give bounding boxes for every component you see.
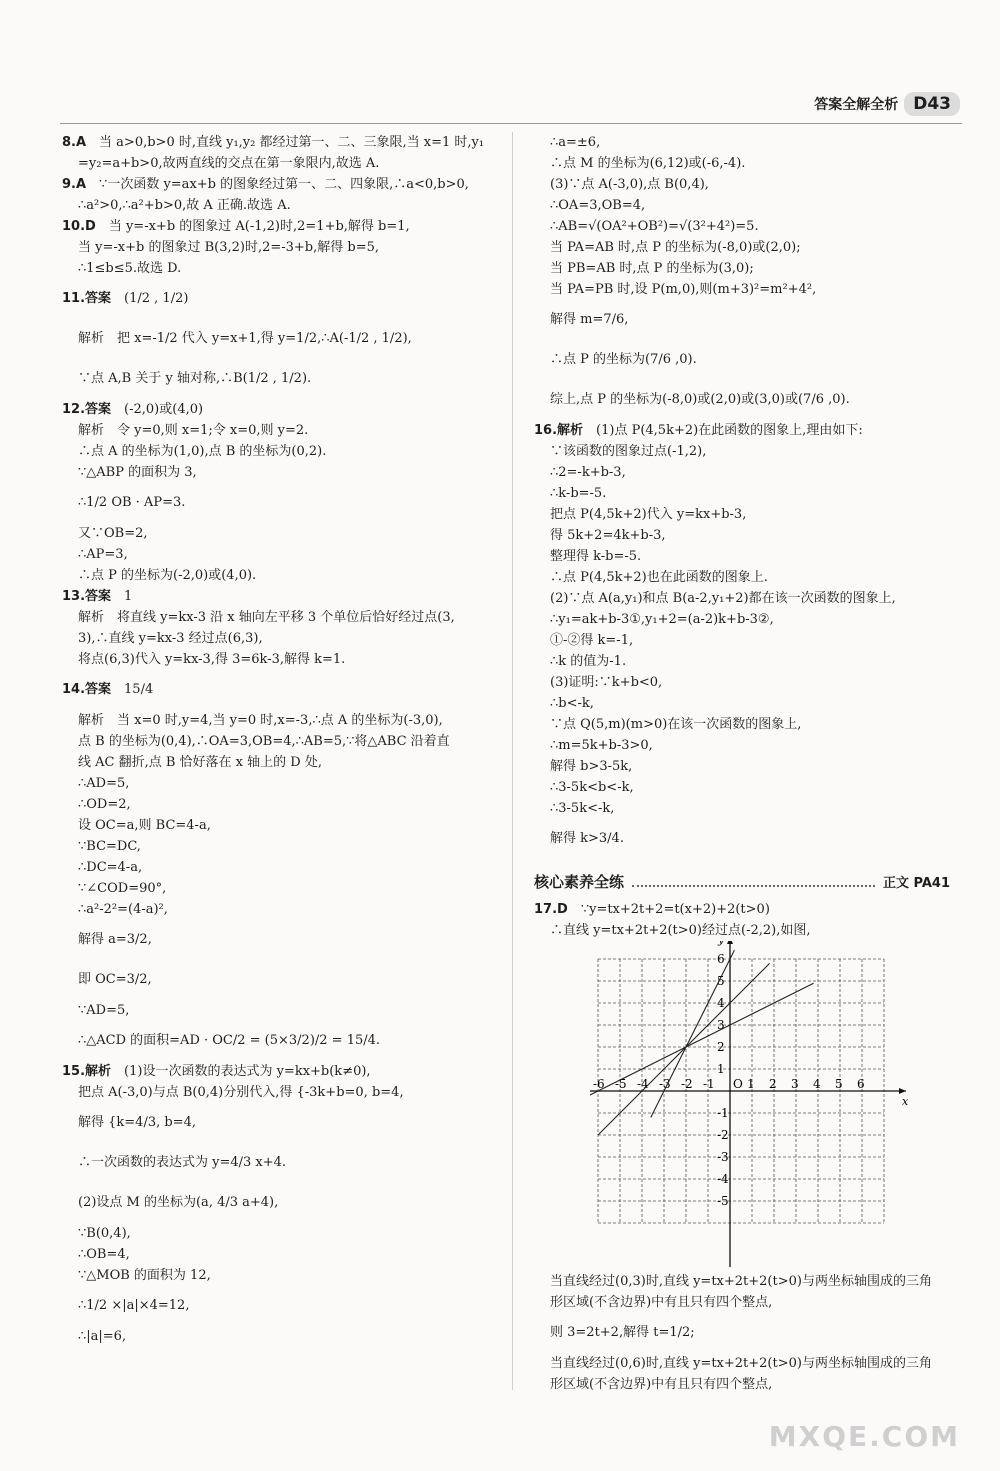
- text-line: ∵点 A,B 关于 y 轴对称,∴B(1/2 , 1/2).: [78, 371, 312, 386]
- item-label: 17.D: [534, 902, 581, 917]
- header-rule: [60, 123, 962, 124]
- item-label: 14.答案: [62, 682, 125, 697]
- y-tick-label: 4: [717, 996, 725, 1010]
- item-text: (1)点 P(4,5k+2)在此函数的图象上,理由如下:: [596, 423, 863, 438]
- text-line: ∴点 P 的坐标为(-2,0)或(4,0).: [78, 568, 257, 583]
- text-line: ∴OB=4,: [78, 1247, 130, 1262]
- text-line: =y₂=a+b>0,故两直线的交点在第一象限内,故选 A.: [78, 156, 380, 171]
- text-line: [534, 420, 950, 441]
- x-tick-label: 6: [857, 1077, 865, 1091]
- text-line: 把点 P(4,5k+2)代入 y=kx+b-3,: [550, 507, 747, 522]
- text-line: ∴AB=√(OA²+OB²)=√(3²+4²)=5.: [550, 219, 759, 234]
- text-line: ①-②得 k=-1,: [550, 633, 634, 648]
- item-text: (-2,0)或(4,0): [124, 402, 204, 417]
- section-title: 核心素养全练: [534, 872, 625, 891]
- column-divider: [512, 132, 513, 1390]
- section-ref: 正文 PA41: [882, 875, 950, 891]
- line-t-one: [598, 963, 770, 1135]
- section-dots: [632, 875, 875, 887]
- text-line: ∵BC=DC,: [78, 839, 141, 854]
- y-arrow: [727, 941, 733, 944]
- x-tick-label: 4: [813, 1077, 821, 1091]
- text-line: ∴1/2 OB · AP=3.: [78, 495, 186, 510]
- y-tick-label: 6: [717, 952, 725, 966]
- text-line: 形区域(不含边界)中有且只有四个整点,: [550, 1377, 773, 1392]
- text-line: 把点 A(-3,0)与点 B(0,4)分别代入,得 {-3k+b=0, b=4,: [78, 1085, 404, 1100]
- item-label: 8.A: [62, 135, 100, 150]
- y-tick-label: -2: [717, 1128, 729, 1142]
- y-tick-label: 3: [717, 1018, 725, 1032]
- text-line: ∵点 Q(5,m)(m>0)在该一次函数的图象上,: [550, 717, 802, 732]
- x-tick-label: -2: [681, 1077, 693, 1091]
- left-column: [62, 132, 494, 1347]
- text-line: ∵AD=5,: [78, 1003, 130, 1018]
- text-line: ∴点 P(4,5k+2)也在此函数的图象上.: [550, 570, 768, 585]
- text-line: ∴OA=3,OB=4,: [550, 198, 646, 213]
- text-line: 解析 令 y=0,则 x=1;令 x=0,则 y=2.: [78, 423, 309, 438]
- text-line: ∴点 P 的坐标为(7/6 ,0).: [550, 352, 697, 367]
- text-line: ∴a=±6,: [550, 135, 601, 150]
- text-line: ∵△ABP 的面积为 3,: [78, 465, 197, 480]
- text-line: 线 AC 翻折,点 B 恰好落在 x 轴上的 D 处,: [78, 755, 322, 770]
- text-line: [62, 586, 494, 607]
- text-line: (3)证明:∵k+b<0,: [550, 675, 663, 690]
- text-line: ∴AD=5,: [78, 776, 130, 791]
- text-line: (2)∵点 A(a,y₁)和点 B(a-2,y₁+2)都在该一次函数的图象上,: [550, 591, 896, 606]
- text-line: 解析 当 x=0 时,y=4,当 y=0 时,x=-3,∴点 A 的坐标为(-3,0),: [78, 713, 443, 728]
- x-tick-label: -6: [593, 1077, 605, 1091]
- text-line: ∵该函数的图象过点(-1,2),: [550, 444, 707, 459]
- text-line: ∴b<-k,: [550, 696, 594, 711]
- text-line: [62, 174, 494, 195]
- x-tick-label: 2: [769, 1077, 777, 1091]
- text-line: (3)∵点 A(-3,0),点 B(0,4),: [550, 177, 709, 192]
- right-mid-text: [534, 899, 950, 941]
- text-line: 当 y=-x+b 的图象过 B(3,2)时,2=-3+b,解得 b=5,: [78, 240, 379, 255]
- text-line: 当直线经过(0,6)时,直线 y=tx+2t+2(t>0)与两坐标轴围成的三角: [550, 1356, 932, 1371]
- item-text: (1/2 , 1/2): [124, 291, 189, 306]
- item-label: 11.答案: [62, 291, 125, 306]
- text-line: 设 OC=a,则 BC=4-a,: [78, 818, 211, 833]
- text-line: 又∵OB=2,: [78, 526, 148, 541]
- text-line: ∴a²-2²=(4-a)²,: [78, 902, 168, 917]
- header-title: 答案全解全析: [814, 97, 899, 113]
- text-line: ∴点 M 的坐标为(6,12)或(-6,-4).: [550, 156, 746, 171]
- section-heading: [534, 869, 950, 893]
- text-line: ∴AP=3,: [78, 547, 128, 562]
- text-line: 即 OC=3/2,: [78, 972, 152, 987]
- text-line: 当直线经过(0,3)时,直线 y=tx+2t+2(t>0)与两坐标轴围成的三角: [550, 1274, 932, 1289]
- y-tick-label: 5: [717, 974, 725, 988]
- x-tick-label: 1: [747, 1077, 755, 1091]
- text-line: 当 PA=PB 时,设 P(m,0),则(m+3)²=m²+4²,: [550, 282, 817, 297]
- text-line: 形区域(不含边界)中有且只有四个整点,: [550, 1295, 773, 1310]
- item-text: (1)设一次函数的表达式为 y=kx+b(k≠0),: [124, 1064, 371, 1079]
- text-line: ∴k-b=-5.: [550, 486, 607, 501]
- text-line: 得 5k+2=4k+b-3,: [550, 528, 666, 543]
- text-line: [62, 1061, 494, 1082]
- x-tick-label: -5: [615, 1077, 627, 1091]
- y-tick-label: 2: [717, 1040, 725, 1054]
- x-axis-label: x: [902, 1095, 909, 1108]
- item-label: 10.D: [62, 219, 109, 234]
- text-line: ∴2=-k+b-3,: [550, 465, 626, 480]
- text-line: 解得 m=7/6,: [550, 312, 629, 327]
- text-line: 解得 {k=4/3, b=4,: [78, 1115, 196, 1130]
- graph-svg: [590, 941, 910, 1271]
- origin-label: O: [733, 1077, 743, 1091]
- page-header: [814, 92, 960, 116]
- text-line: 整理得 k-b=-5.: [550, 549, 642, 564]
- text-line: ∴直线 y=tx+2t+2(t>0)经过点(-2,2),如图,: [550, 923, 811, 938]
- text-line: 解析 把 x=-1/2 代入 y=x+1,得 y=1/2,∴A(-1/2 , 1/2),: [78, 331, 412, 346]
- text-line: 解得 a=3/2,: [78, 932, 152, 947]
- item-label: 9.A: [62, 177, 100, 192]
- page-badge: D43: [904, 92, 960, 116]
- item-label: 12.答案: [62, 402, 125, 417]
- text-line: [534, 899, 950, 920]
- text-line: ∴k 的值为-1.: [550, 654, 627, 669]
- text-line: [62, 279, 494, 319]
- right-bottom-text: [534, 1271, 950, 1395]
- item-text: 1: [124, 589, 133, 604]
- text-line: ∵∠COD=90°,: [78, 881, 167, 896]
- item-label: 13.答案: [62, 589, 125, 604]
- text-line: 点 B 的坐标为(0,4),∴OA=3,OB=4,∴AB=5,∵将△ABC 沿着直: [78, 734, 450, 749]
- y-axis-label: [717, 941, 725, 946]
- y-tick-label: -4: [717, 1172, 729, 1186]
- y-tick-label: 1: [717, 1062, 725, 1076]
- item-label: 15.解析: [62, 1064, 125, 1079]
- x-tick-label: -1: [703, 1077, 715, 1091]
- x-tick-label: 5: [835, 1077, 843, 1091]
- text-line: 当 PA=AB 时,点 P 的坐标为(-8,0)或(2,0);: [550, 240, 801, 255]
- text-line: 将点(6,3)代入 y=kx-3,得 3=6k-3,解得 k=1.: [78, 652, 346, 667]
- text-line: ∴3-5k<b<-k,: [550, 780, 634, 795]
- watermark: MXQE.COM: [768, 1420, 960, 1453]
- right-column: [534, 132, 950, 1395]
- y-tick-label: -5: [717, 1194, 729, 1208]
- text-line: ∵B(0,4),: [78, 1226, 131, 1241]
- text-line: 则 3=2t+2,解得 t=1/2;: [550, 1325, 695, 1340]
- item-text: 当 a>0,b>0 时,直线 y₁,y₂ 都经过第一、二、三象限,当 x=1 时,y₁: [99, 135, 485, 150]
- text-line: ∴3-5k<-k,: [550, 801, 615, 816]
- text-line: ∴1≤b≤5.故选 D.: [78, 261, 182, 276]
- text-line: ∵△MOB 的面积为 12,: [78, 1268, 211, 1283]
- y-tick-label: -3: [717, 1150, 729, 1164]
- text-line: 解析 将直线 y=kx-3 沿 x 轴向左平移 3 个单位后恰好经过点(3,: [78, 610, 455, 625]
- item-label: 16.解析: [534, 423, 597, 438]
- text-line: ∴m=5k+b-3>0,: [550, 738, 653, 753]
- text-line: 当 PB=AB 时,点 P 的坐标为(3,0);: [550, 261, 754, 276]
- item-text: 当 y=-x+b 的图象过 A(-1,2)时,2=1+b,解得 b=1,: [108, 219, 410, 234]
- x-tick-label: -4: [637, 1077, 649, 1091]
- text-line: ∴|a|=6,: [78, 1329, 127, 1344]
- x-arrow: [899, 1088, 906, 1094]
- text-line: ∴DC=4-a,: [78, 860, 143, 875]
- text-line: ∴点 A 的坐标为(1,0),点 B 的坐标为(0,2).: [78, 444, 327, 459]
- coordinate-graph: [590, 941, 950, 1271]
- item-text: 15/4: [124, 682, 154, 697]
- text-line: [62, 132, 494, 153]
- text-line: ∴a²>0,∴a²+b>0,故 A 正确.故选 A.: [78, 198, 291, 213]
- text-line: 综上,点 P 的坐标为(-8,0)或(2,0)或(3,0)或(7/6 ,0).: [550, 392, 850, 407]
- text-line: 3),∴直线 y=kx-3 经过点(6,3),: [78, 631, 263, 646]
- text-line: 解得 k>3/4.: [550, 831, 624, 846]
- text-line: ∴一次函数的表达式为 y=4/3 x+4.: [78, 1155, 287, 1170]
- right-top-text: [534, 132, 950, 859]
- text-line: ∴1/2 ×|a|×4=12,: [78, 1298, 190, 1313]
- text-line: 解得 b>3-5k,: [550, 759, 633, 774]
- item-text: ∵一次函数 y=ax+b 的图象经过第一、二、四象限,∴a<0,b>0,: [99, 177, 469, 192]
- x-tick-label: 3: [791, 1077, 799, 1091]
- text-line: [62, 216, 494, 237]
- text-line: [62, 399, 494, 420]
- line-t-two: [651, 950, 735, 1117]
- text-line: (2)设点 M 的坐标为(a, 4/3 a+4),: [78, 1195, 279, 1210]
- x-tick-label: -3: [659, 1077, 671, 1091]
- y-tick-label: -1: [717, 1106, 729, 1120]
- item-text: ∵y=tx+2t+2=t(x+2)+2(t>0): [580, 902, 770, 917]
- text-line: ∴OD=2,: [78, 797, 131, 812]
- text-line: ∴y₁=ak+b-3①,y₁+2=(a-2)k+b-3②,: [550, 612, 774, 627]
- text-line: ∴△ACD 的面积=AD · OC/2 = (5×3/2)/2 = 15/4.: [78, 1033, 381, 1048]
- text-line: [62, 670, 494, 710]
